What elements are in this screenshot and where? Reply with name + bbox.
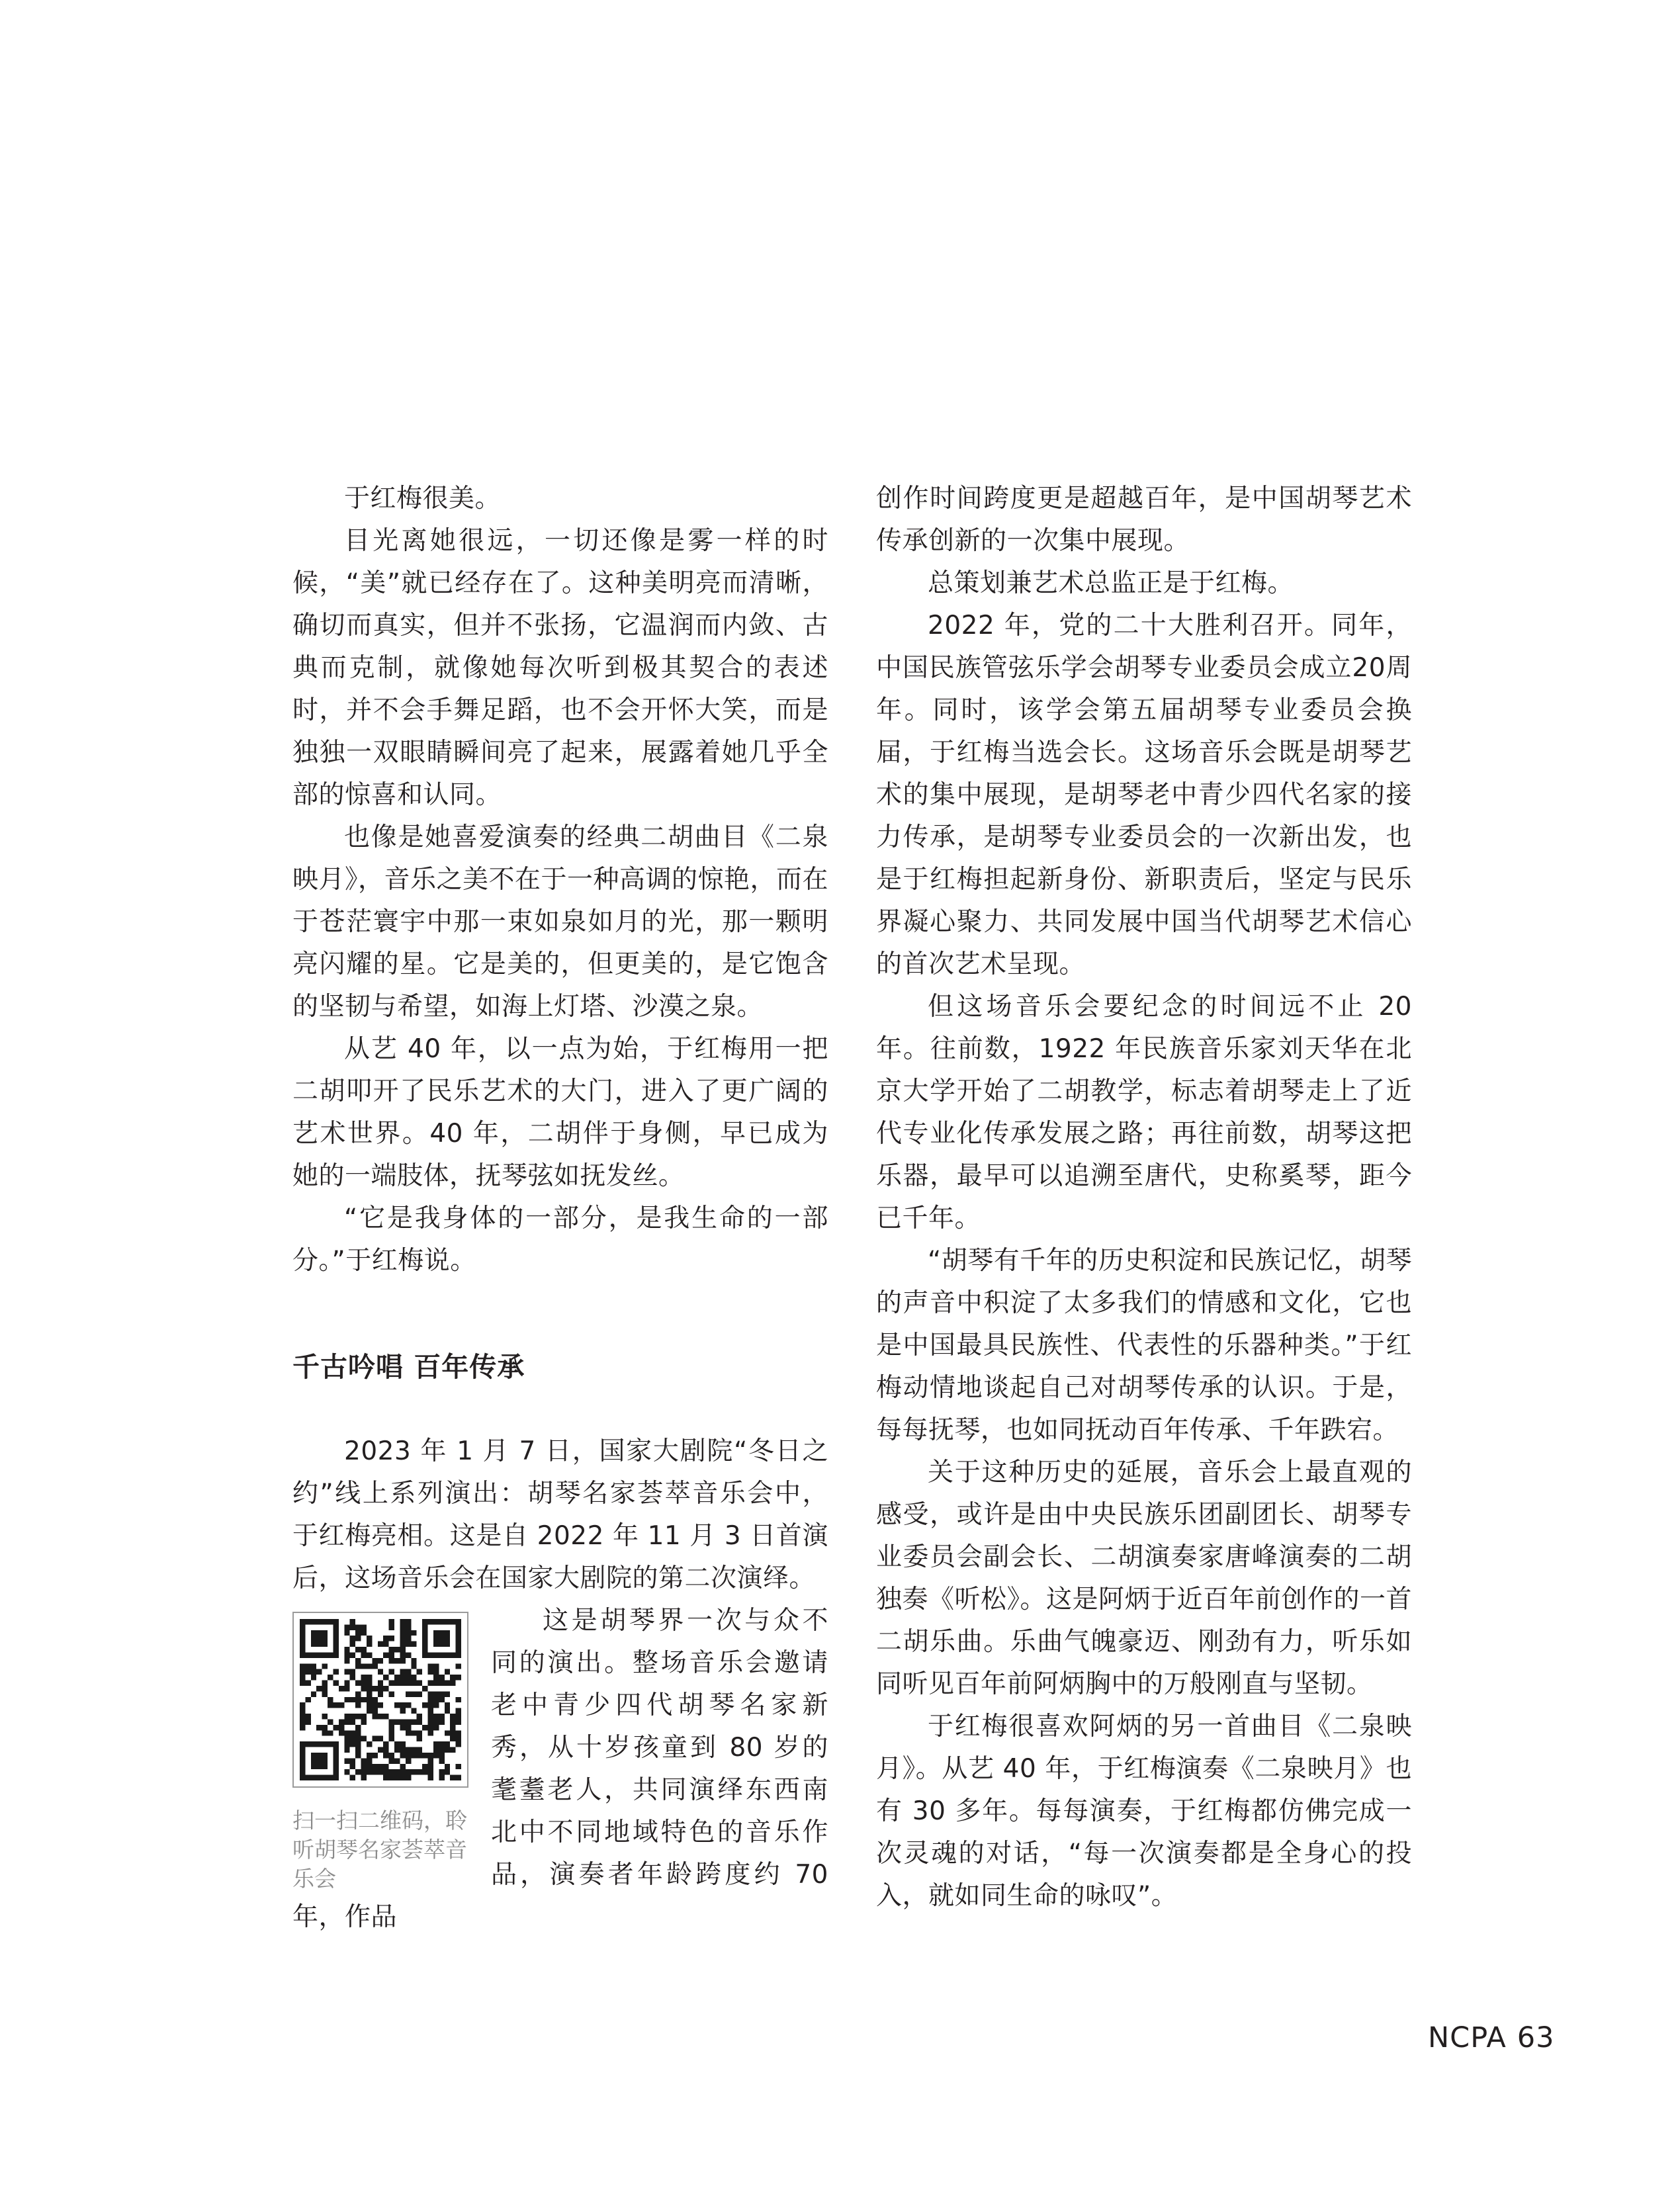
section-heading: 千古吟唱 百年传承: [292, 1351, 525, 1383]
body-paragraph: 这是胡琴界一次与众不同的演出。整场音乐会邀请老中青少四代胡琴名家新秀，从十岁孩童到 80 岁的耄耋老人，共同演绎东西南北中不同地域特色的音乐作品，演奏者年龄跨度约 70 年，作品: [292, 1606, 828, 1932]
body-paragraph-continued: 创作时间跨度更是超越百年，是中国胡琴艺术传承创新的一次集中展现。: [876, 484, 1412, 556]
right-column: [876, 478, 1412, 1917]
qr-block: [292, 1600, 468, 1894]
qr-code-icon[interactable]: [300, 1619, 461, 1780]
spacer: [292, 1388, 828, 1430]
body-paragraph: 但这场音乐会要纪念的时间远不止 20 年。往前数，1922 年民族音乐家刘天华在北京大学开始了二胡教学，标志着胡琴走上了近代专业化传承发展之路；再往前数，胡琴这把乐器，最早可以追溯至唐代，史称奚琴，距今已千年。: [876, 992, 1412, 1233]
body-paragraph: 2023 年 1 月 7 日，国家大剧院“冬日之约”线上系列演出：胡琴名家荟萃音乐会中，于红梅亮相。这是自 2022 年 11 月 3 日首演后，这场音乐会在国家大剧院的第二次演绎。: [292, 1436, 828, 1593]
body-paragraph: 目光离她很远，一切还像是雾一样的时候，“美”就已经存在了。这种美明亮而清晰，确切而真实，但并不张扬，它温润而内敛、古典而克制，就像她每次听到极其契合的表述时，并不会手舞足蹈，也不会开怀大笑，而是独独一双眼睛瞬间亮了起来，展露着她几乎全部的惊喜和认同。: [292, 526, 828, 810]
body-paragraph: 于红梅很喜欢阿炳的另一首曲目《二泉映月》。从艺 40 年，于红梅演奏《二泉映月》也有 30 多年。每每演奏，于红梅都仿佛完成一次灵魂的对话，“每一次演奏都是全身心的投入，就如同生命的咏叹”。: [876, 1712, 1412, 1911]
body-paragraph: 于红梅很美。: [344, 484, 502, 513]
body-paragraph: “它是我身体的一部分，是我生命的一部分。”于红梅说。: [292, 1203, 828, 1276]
qr-code-frame: [292, 1612, 468, 1788]
body-paragraph: “胡琴有千年的历史积淀和民族记忆，胡琴的声音中积淀了太多我们的情感和文化，它也是中国最具民族性、代表性的乐器种类。”于红梅动情地谈起自己对胡琴传承的认识。于是，每每抚琴，也如同抚动百年传承、千年跌宕。: [876, 1246, 1412, 1445]
qr-caption: 扫一扫二维码，聆听胡琴名家荟萃音乐会: [292, 1808, 467, 1892]
body-paragraph: 从艺 40 年，以一点为始，于红梅用一把二胡叩开了民乐艺术的大门，进入了更广阔的艺术世界。40 年，二胡伴于身侧，早已成为她的一端肢体，抚琴弦如抚发丝。: [292, 1034, 828, 1191]
page-number: 63: [1517, 2021, 1555, 2054]
spacer: [292, 1282, 828, 1346]
body-paragraph: 也像是她喜爱演奏的经典二胡曲目《二泉映月》，音乐之美不在于一种高调的惊艳，而在于苍茫寰宇中那一束如泉如月的光，那一颗明亮闪耀的星。它是美的，但更美的，是它饱含的坚韧与希望，如海上灯塔、沙漠之泉。: [292, 822, 829, 1022]
page-folio: [1428, 2021, 1555, 2054]
body-paragraph: 关于这种历史的延展，音乐会上最直观的感受，或许是由中央民族乐团副团长、胡琴专业委员会副会长、二胡演奏家唐峰演奏的二胡独奏《听松》。这是阿炳于近百年前创作的一首二胡乐曲。乐曲气魄豪迈、刚劲有力，听乐如同听见百年前阿炳胸中的万般刚直与坚韧。: [876, 1458, 1413, 1699]
left-column: [292, 478, 828, 1939]
body-paragraph: 2022 年，党的二十大胜利召开。同年，中国民族管弦乐学会胡琴专业委员会成立20周年。同时，该学会第五届胡琴专业委员会换届，于红梅当选会长。这场音乐会既是胡琴艺术的集中展现，是胡琴老中青少四代名家的接力传承，是胡琴专业委员会的一次新出发，也是于红梅担起新身份、新职责后，坚定与民乐界凝心聚力、共同发展中国当代胡琴艺术信心的首次艺术呈现。: [876, 611, 1412, 979]
publication-name: NCPA: [1428, 2021, 1507, 2054]
body-paragraph: 总策划兼艺术总监正是于红梅。: [928, 568, 1294, 598]
